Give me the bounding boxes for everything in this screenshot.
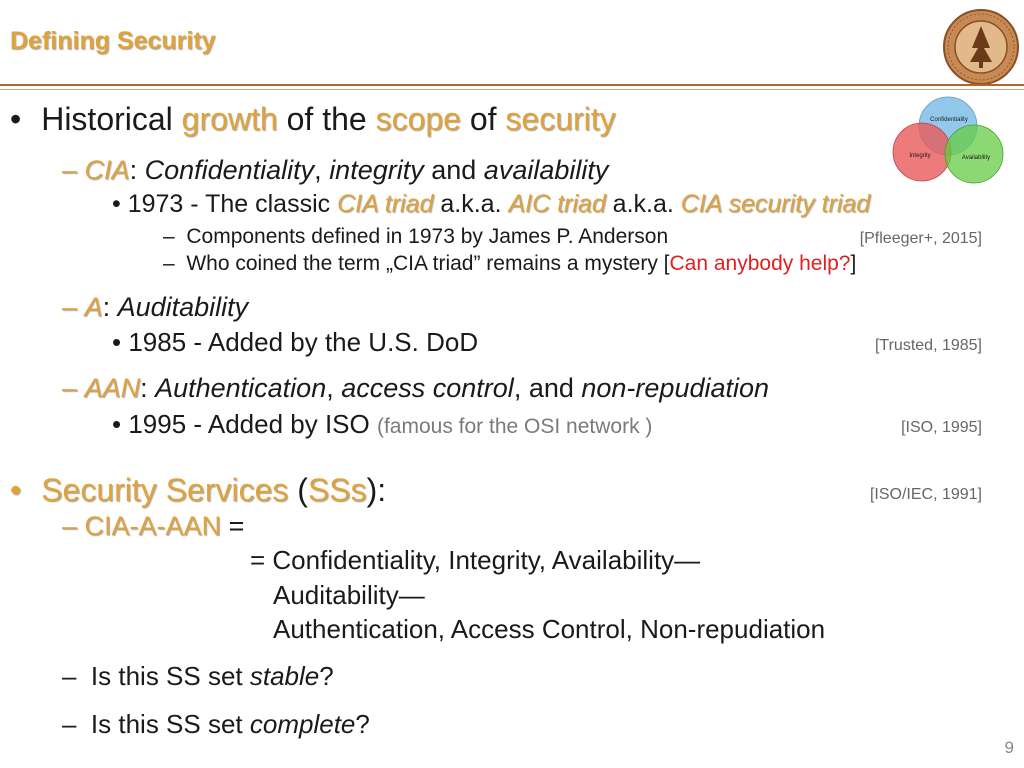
text: , xyxy=(314,155,330,185)
dash: – xyxy=(62,709,77,739)
item-1985 xyxy=(112,327,478,358)
item-1973 xyxy=(112,190,870,219)
bullet-security-services xyxy=(10,472,386,509)
item-1995 xyxy=(112,409,652,440)
text: ] xyxy=(850,252,857,275)
text: : xyxy=(129,155,145,185)
text: complete xyxy=(249,709,356,739)
text: non-repudiation xyxy=(581,373,770,403)
sub-bullet-aan xyxy=(62,373,769,404)
text: Historical xyxy=(41,101,182,137)
text: of the xyxy=(277,101,376,137)
text: , and xyxy=(513,373,582,403)
dash: – xyxy=(62,661,77,691)
text: 1995 - Added by ISO xyxy=(128,409,377,439)
text: of xyxy=(460,101,506,137)
keyword-a: A xyxy=(84,292,103,322)
text: Confidentiality xyxy=(144,155,315,185)
text: 1985 - Added by the U.S. DoD xyxy=(128,327,479,357)
text: Components defined in 1973 by James P. Anderson xyxy=(186,225,669,248)
keyword-cia: CIA xyxy=(84,155,130,185)
page-number: 9 xyxy=(1004,738,1014,757)
venn-circle-availability xyxy=(945,125,1003,183)
text: = xyxy=(221,511,245,541)
text: integrity xyxy=(329,155,424,185)
text: availability xyxy=(483,155,609,185)
keyword-cia-security-triad: CIA security triad xyxy=(680,190,871,218)
venn-label-availability: Availability xyxy=(961,155,991,161)
definition-line-3: Authentication, Access Control, Non-repudiation xyxy=(273,614,826,644)
dash: – xyxy=(62,511,78,541)
question-stable xyxy=(62,661,334,692)
text: Authentication xyxy=(155,373,327,403)
cia-venn-diagram xyxy=(890,96,1006,186)
definition-line-1: = Confidentiality, Integrity, Availability— xyxy=(250,545,701,575)
text: Auditability xyxy=(117,292,249,322)
venn-label-integrity: Integrity xyxy=(909,153,931,159)
reference-pfleeger: [Pfleeger+, 2015] xyxy=(859,230,982,247)
text: Who coined the term „CIA triad” remains a mystery [ xyxy=(186,252,670,275)
dash: – xyxy=(163,252,175,275)
note-osi: (famous for the OSI network ) xyxy=(376,415,653,438)
university-seal xyxy=(942,8,1020,86)
bullet-dot: • xyxy=(10,101,22,137)
header-rule xyxy=(0,84,1024,86)
bullet-dot: • xyxy=(112,190,121,218)
text: ): xyxy=(366,472,387,508)
sub-bullet-cia-a-aan xyxy=(62,511,244,542)
reference-trusted: [Trusted, 1985] xyxy=(874,337,982,354)
keyword-sss: SSs xyxy=(307,472,367,508)
bullet-dot: • xyxy=(112,327,122,357)
text: Is this SS set xyxy=(90,709,250,739)
bullet-dot: • xyxy=(10,472,22,508)
keyword-cia-triad: CIA triad xyxy=(337,190,434,218)
text: and xyxy=(423,155,484,185)
keyword-security: security xyxy=(505,101,616,137)
keyword-security-services: Security Services xyxy=(41,472,289,508)
bullet-historical-growth xyxy=(10,101,616,138)
definition-line-2: Auditability— xyxy=(273,580,425,610)
keyword-aic-triad: AIC triad xyxy=(508,190,606,218)
sub-bullet-auditability xyxy=(62,292,248,323)
question-complete xyxy=(62,709,370,740)
text: a.k.a. xyxy=(605,190,681,218)
text: ? xyxy=(355,709,370,739)
text: ( xyxy=(288,472,308,508)
venn-label-confidentiality: Confidentiality xyxy=(930,117,968,123)
text: ? xyxy=(319,661,334,691)
link-can-anybody-help: Can anybody help? xyxy=(669,252,851,275)
keyword-growth: growth xyxy=(181,101,278,137)
text: stable xyxy=(249,661,320,691)
text: , xyxy=(326,373,342,403)
dash: – xyxy=(62,373,78,403)
dash: – xyxy=(163,225,175,248)
dash: – xyxy=(62,155,78,185)
text: : xyxy=(140,373,156,403)
sub-bullet-cia xyxy=(62,155,608,186)
text: Is this SS set xyxy=(90,661,250,691)
keyword-aan: AAN xyxy=(84,373,141,403)
bullet-dot: • xyxy=(112,409,122,439)
text: a.k.a. xyxy=(433,190,509,218)
keyword-scope: scope xyxy=(375,101,461,137)
item-who-coined xyxy=(163,252,856,276)
item-components-defined xyxy=(163,225,668,249)
venn-circle-integrity xyxy=(893,123,951,181)
reference-iso: [ISO, 1995] xyxy=(901,419,982,436)
keyword-cia-a-aan: CIA-A-AAN xyxy=(84,511,222,541)
text: : xyxy=(102,292,118,322)
text: access control xyxy=(341,373,514,403)
reference-iso-iec: [ISO/IEC, 1991] xyxy=(869,486,982,503)
slide-title: Defining Security xyxy=(10,27,216,55)
dash: – xyxy=(62,292,78,322)
text: 1973 - The classic xyxy=(127,190,338,218)
header-rule-thin xyxy=(0,89,1024,90)
